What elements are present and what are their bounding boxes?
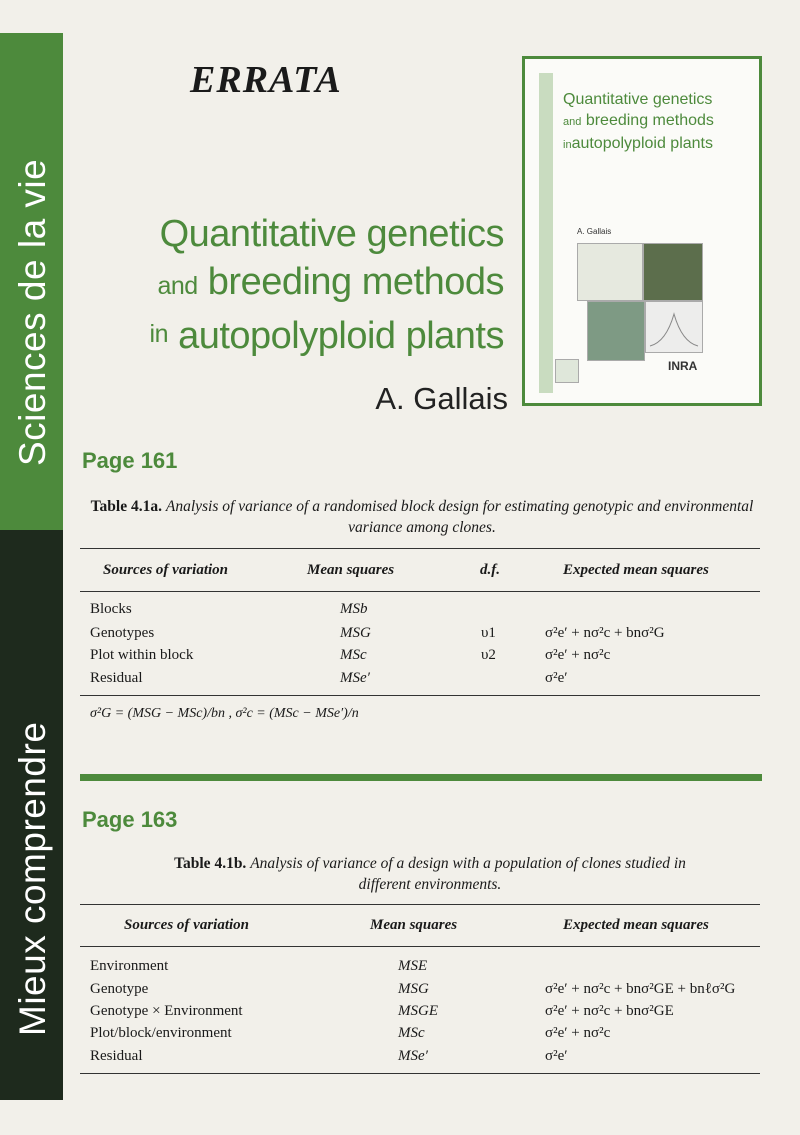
cover-spine-strip [539, 73, 553, 393]
book-cover [522, 56, 762, 406]
cover-title-line-2-small: and [563, 116, 582, 128]
side-label-bottom: Mieux comprendre [12, 721, 53, 1036]
table-rule-bottom [80, 695, 760, 696]
caption-text: Analysis of variance of a design with a population of clones studied in different environments. [250, 855, 686, 893]
errata-heading: ERRATA [190, 59, 342, 101]
table-row-source: Residual [90, 670, 143, 686]
title-line-3-small: in [149, 320, 169, 348]
table-row-ms: MSc [398, 1025, 425, 1041]
table-rule-bottom [80, 1073, 760, 1074]
caption-label: Table 4.1a. [90, 498, 162, 515]
author-name: A. Gallais [375, 381, 508, 416]
table-row-ems: σ²e′ + nσ²c [545, 647, 611, 663]
cover-photo-field [587, 301, 645, 361]
title-line-3 [150, 310, 504, 360]
cover-publisher-logo: INRA [668, 359, 698, 373]
cover-title-line-2 [563, 110, 714, 133]
cover-author: A. Gallais [577, 227, 612, 236]
title-line-2 [150, 258, 504, 310]
table-row-ems: σ²e′ + nσ²c + bnσ²GE [545, 1003, 674, 1019]
table-rule-header [80, 946, 760, 947]
table-row-source: Residual [90, 1048, 143, 1064]
table-rule-header [80, 591, 760, 592]
col-expected-ms: Expected mean squares [563, 562, 709, 578]
title-line-3-main: autopolyploid plants [178, 315, 504, 357]
section-divider [80, 774, 762, 781]
col-expected-ms: Expected mean squares [563, 917, 709, 933]
table-row-ems: σ²e′ + nσ²c + bnσ²GE + bnℓσ²G [545, 981, 736, 997]
table-row-source: Blocks [90, 601, 132, 617]
side-label-top: Sciences de la vie [12, 158, 53, 466]
cover-title-line-1: Quantitative genetics [563, 91, 713, 108]
book-title [150, 210, 504, 360]
table-row-source: Genotype [90, 981, 149, 997]
page-heading-161: Page 161 [82, 448, 178, 473]
cover-small-image [555, 359, 579, 383]
table-row-ms: MSE [398, 958, 428, 974]
table-row-ems: σ²e′ [545, 1048, 568, 1064]
table-row-df: υ1 [481, 625, 496, 641]
table-row-ms: MSGE [398, 1003, 438, 1019]
table-row-ems: σ²e′ [545, 670, 568, 686]
table-row-source: Genotypes [90, 625, 155, 641]
table-row-ms: MSb [340, 601, 368, 617]
table-row-ms: MSe′ [340, 670, 370, 686]
caption-label: Table 4.1b. [174, 855, 247, 872]
table-row-source: Plot/block/environment [90, 1025, 232, 1041]
table-row-source: Environment [90, 958, 169, 974]
cover-photo-plants [643, 243, 703, 301]
table-rule-top [80, 548, 760, 549]
cover-title-line-3 [563, 133, 714, 156]
table-rule-top [80, 904, 760, 905]
cover-curve-icon [646, 302, 702, 352]
title-line-2-small: and [157, 272, 198, 300]
table-footnote: σ²G = (MSG − MSc)/bn , σ²c = (MSc − MSe′)/n [90, 706, 359, 721]
table-4-1b-caption [160, 853, 700, 895]
table-row-source: Genotype × Environment [90, 1003, 243, 1019]
table-row-ms: MSG [340, 625, 371, 641]
table-4-1a-caption [82, 496, 762, 538]
col-df: d.f. [480, 562, 500, 578]
cover-title [563, 89, 714, 156]
title-line-1: Quantitative genetics [159, 213, 504, 255]
page-heading-163: Page 163 [82, 807, 178, 832]
cover-title-line-3-main: autopolyploid plants [571, 135, 713, 152]
table-row-ms: MSG [398, 981, 429, 997]
col-sources: Sources of variation [124, 917, 250, 933]
cover-curve-image [645, 301, 703, 353]
table-row-ems: σ²e′ + nσ²c + bnσ²G [545, 625, 665, 641]
cover-title-line-2-main: breeding methods [585, 112, 714, 129]
cover-figure-image [577, 243, 643, 301]
cover-title-line-3-small: in [563, 139, 572, 151]
table-row-ems: σ²e′ + nσ²c [545, 1025, 611, 1041]
table-row-ms: MSc [340, 647, 367, 663]
title-line-2-main: breeding methods [207, 261, 504, 303]
table-row-source: Plot within block [90, 647, 194, 663]
table-row-ms: MSe′ [398, 1048, 428, 1064]
col-mean-squares: Mean squares [307, 562, 395, 578]
caption-text: Analysis of variance of a randomised block design for estimating genotypic and environmental variance among clones. [165, 498, 754, 536]
col-sources: Sources of variation [103, 562, 229, 578]
table-row-df: υ2 [481, 647, 496, 663]
col-mean-squares: Mean squares [370, 917, 458, 933]
